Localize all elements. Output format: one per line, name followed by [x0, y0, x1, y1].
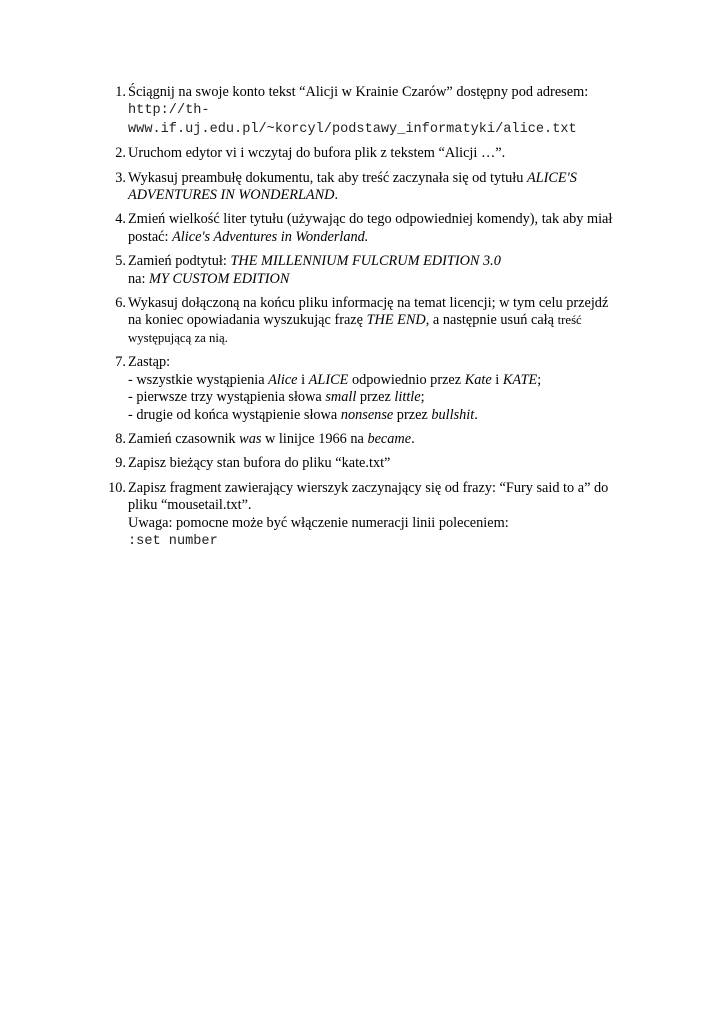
- plain-text: , a następnie usuń całą: [425, 312, 558, 329]
- plain-text: na:: [128, 270, 150, 287]
- plain-text: na koniec opowiadania wyszukując frazę: [128, 312, 367, 329]
- task-text-line: [128, 211, 634, 228]
- emphasis-text: was: [239, 430, 262, 447]
- emphasis-text: became: [367, 430, 412, 447]
- task-number: 2.: [115, 145, 126, 162]
- plain-text: w linijce 1966 na: [261, 430, 368, 447]
- emphasis-text: THE END: [366, 312, 426, 329]
- task-text-line: [128, 101, 634, 119]
- task-text-line: [128, 84, 634, 101]
- task-text-line: [128, 187, 634, 204]
- plain-text: .: [334, 187, 339, 204]
- emphasis-text: ADVENTURES IN WONDERLAND: [128, 187, 335, 204]
- plain-text: odpowiednio przez: [348, 371, 465, 388]
- task-number: 3.: [115, 169, 126, 186]
- emphasis-text: ALICE: [308, 371, 349, 388]
- plain-text: Zamień podtytuł:: [128, 253, 231, 270]
- task-text: [128, 480, 634, 551]
- task-text-line: [128, 312, 634, 329]
- emphasis-text: Alice's Adventures in Wonderland.: [172, 228, 369, 245]
- small-text: treść: [557, 313, 582, 328]
- emphasis-text: MY CUSTOM EDITION: [149, 270, 290, 287]
- plain-text: ;: [537, 371, 542, 388]
- plain-text: postać:: [128, 228, 173, 245]
- task-item: [104, 253, 634, 288]
- task-text-line: [128, 455, 634, 472]
- plain-text: Zastąp:: [128, 354, 171, 371]
- plain-text: Zmień wielkość liter tytułu (używając do tego odpowiedniej komendy), tak aby miał: [128, 211, 613, 228]
- task-text-line: [128, 253, 634, 270]
- plain-text: Uruchom edytor vi i wczytaj do bufora plik z tekstem “Alicji …”.: [128, 145, 506, 162]
- plain-text: ;: [420, 389, 425, 406]
- task-item: [104, 84, 634, 138]
- emphasis-text: THE MILLENNIUM FULCRUM EDITION 3.0: [230, 253, 501, 270]
- emphasis-text: nonsense: [340, 406, 394, 423]
- task-text-line: [128, 145, 634, 162]
- code-text: www.if.uj.edu.pl/~korcyl/podstawy_informatyki/alice.txt: [128, 121, 577, 137]
- task-text: [128, 354, 634, 424]
- plain-text: - pierwsze trzy wystąpienia słowa: [128, 389, 326, 406]
- task-text: [128, 84, 634, 138]
- plain-text: pliku “mousetail.txt”.: [128, 497, 252, 514]
- task-number: 1.: [115, 84, 126, 100]
- task-text-line: [128, 120, 634, 138]
- task-text-line: [128, 354, 634, 371]
- task-item: [104, 170, 634, 205]
- plain-text: Wykasuj preambułę dokumentu, tak aby treść zaczynała się od tytułu: [128, 169, 527, 186]
- task-text-line: [128, 295, 634, 312]
- emphasis-text: bullshit: [431, 406, 475, 423]
- task-text-line: [128, 532, 634, 550]
- emphasis-text: ALICE'S: [526, 169, 577, 186]
- plain-text: .: [411, 430, 415, 447]
- task-text-line: [128, 229, 634, 246]
- task-item: [104, 480, 634, 551]
- plain-text: i: [491, 371, 503, 388]
- task-text-line: [128, 330, 634, 347]
- emphasis-text: Kate: [464, 371, 492, 388]
- plain-text: przez: [393, 406, 432, 423]
- task-item: [104, 455, 634, 472]
- task-text-line: [128, 515, 634, 532]
- code-text: :set number: [128, 533, 218, 549]
- task-text-line: [128, 407, 634, 424]
- task-number: 4.: [115, 211, 126, 228]
- task-item: [104, 295, 634, 347]
- emphasis-text: Alice: [268, 371, 298, 388]
- emphasis-text: little: [394, 389, 421, 406]
- task-number: 8.: [115, 430, 126, 447]
- plain-text: przez: [356, 389, 395, 406]
- task-text: [128, 431, 634, 448]
- task-text: [128, 145, 634, 162]
- task-text-line: [128, 480, 634, 497]
- plain-text: Uwaga: pomocne może być włączenie numeracji linii poleceniem:: [128, 514, 509, 531]
- plain-text: - drugie od końca wystąpienie słowa: [128, 406, 341, 423]
- task-text-line: [128, 431, 634, 448]
- plain-text: Zapisz fragment zawierający wierszyk zaczynający się od frazy: “Fury said to a” do: [128, 479, 609, 496]
- task-item: [104, 431, 634, 448]
- task-text-line: [128, 372, 634, 389]
- task-item: [104, 145, 634, 162]
- task-number: 6.: [115, 295, 126, 312]
- task-text: [128, 455, 634, 472]
- plain-text: Ściągnij na swoje konto tekst “Alicji w Krainie Czarów” dostępny pod adresem:: [128, 84, 589, 100]
- small-text: występującą za nią.: [128, 330, 228, 345]
- task-list: [104, 84, 634, 557]
- plain-text: Zapisz bieżący stan bufora do pliku “kate.txt”: [128, 455, 391, 472]
- task-text-line: [128, 170, 634, 187]
- task-number: 9.: [115, 455, 126, 472]
- task-number: 5.: [115, 253, 126, 270]
- task-text-line: [128, 271, 634, 288]
- task-text: [128, 253, 634, 288]
- task-item: [104, 211, 634, 246]
- plain-text: .: [474, 406, 478, 423]
- emphasis-text: KATE: [502, 371, 538, 388]
- task-text: [128, 211, 634, 246]
- plain-text: - wszystkie wystąpienia: [128, 371, 269, 388]
- plain-text: i: [297, 371, 309, 388]
- code-text: http://th-: [128, 103, 210, 119]
- task-text-line: [128, 389, 634, 406]
- task-text: [128, 295, 634, 347]
- task-item: [104, 354, 634, 424]
- plain-text: Zamień czasownik: [128, 430, 240, 447]
- task-text-line: [128, 497, 634, 514]
- emphasis-text: small: [325, 389, 357, 406]
- task-number: 7.: [115, 354, 126, 371]
- task-text: [128, 170, 634, 205]
- task-number: 10.: [108, 479, 126, 496]
- plain-text: Wykasuj dołączoną na końcu pliku informację na temat licencji; w tym celu przejdź: [128, 295, 609, 312]
